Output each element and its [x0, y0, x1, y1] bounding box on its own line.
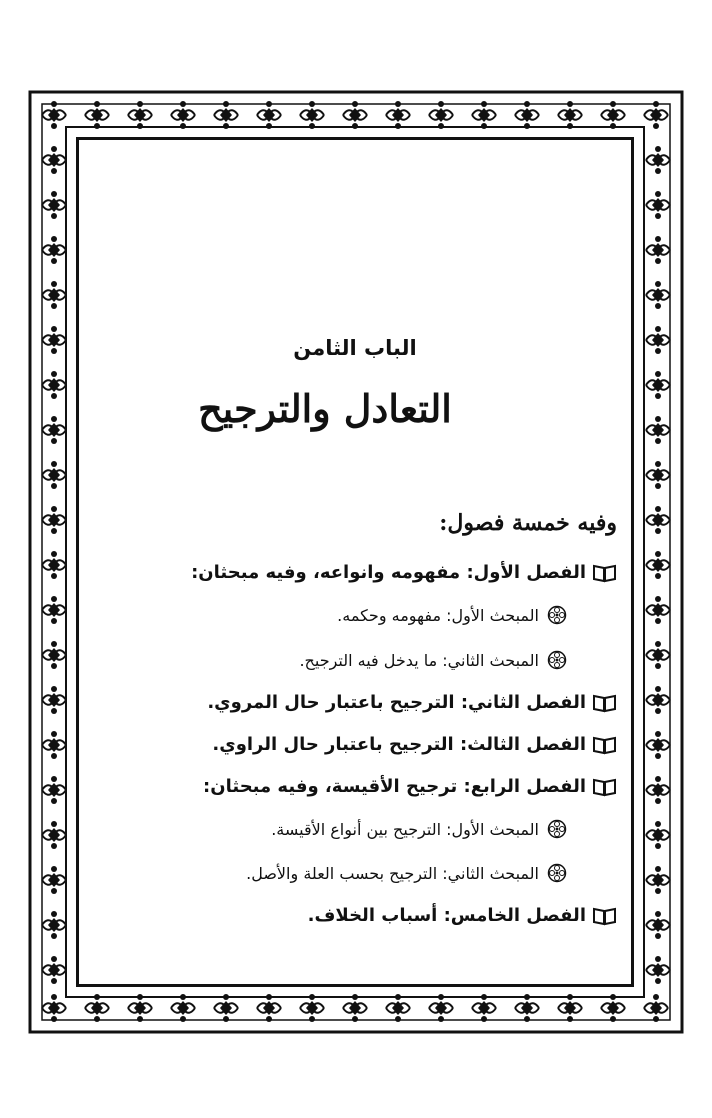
ornament-motif	[515, 101, 539, 129]
ornament-motif	[85, 101, 109, 129]
ornament-motif	[646, 866, 670, 894]
ornament-motif	[429, 994, 453, 1022]
book-icon	[592, 906, 617, 926]
ornament-motif	[42, 911, 66, 939]
chapter-item-1	[89, 562, 617, 583]
chapter-label: الباب الثامن	[293, 336, 417, 360]
ornament-motif	[601, 994, 625, 1022]
book-icon	[592, 735, 617, 755]
ornament-motif	[646, 821, 670, 849]
ornament-motif	[472, 994, 496, 1022]
ornament-motif	[42, 101, 66, 129]
section-item-3	[89, 819, 567, 839]
ornament-motif	[386, 994, 410, 1022]
ornament-motif	[343, 101, 367, 129]
flower-icon	[547, 650, 567, 670]
ornament-motif	[42, 821, 66, 849]
ornament-motif	[42, 371, 66, 399]
ornament-motif	[646, 371, 670, 399]
chapter-item-3	[89, 734, 617, 755]
chapter-item-text: الفصل الأول: مفهومه وانواعه، وفيه مبحثان:	[191, 562, 586, 583]
ornament-motif	[646, 551, 670, 579]
ornament-motif	[128, 101, 152, 129]
ornament-motif	[646, 326, 670, 354]
ornament-motif	[646, 416, 670, 444]
ornament-motif	[42, 416, 66, 444]
ornament-motif	[646, 461, 670, 489]
chapter-item-5	[89, 905, 617, 926]
ornament-motif	[171, 101, 195, 129]
ornament-motif	[42, 461, 66, 489]
ornament-motif	[171, 994, 195, 1022]
ornament-motif	[300, 994, 324, 1022]
ornament-motif	[644, 101, 668, 129]
ornament-motif	[646, 911, 670, 939]
chapter-item-4	[89, 776, 617, 797]
ornament-motif	[42, 326, 66, 354]
ornament-motif	[646, 236, 670, 264]
ornament-motif	[42, 994, 66, 1022]
ornament-motif	[42, 551, 66, 579]
ornament-motif	[42, 281, 66, 309]
ornament-motif	[646, 191, 670, 219]
book-icon	[592, 563, 617, 583]
ornament-motif	[386, 101, 410, 129]
ornament-motif	[85, 994, 109, 1022]
ornament-motif	[42, 866, 66, 894]
ornament-motif	[343, 994, 367, 1022]
ornament-motif	[558, 994, 582, 1022]
ornament-motif	[257, 994, 281, 1022]
ornament-motif	[42, 506, 66, 534]
ornament-motif	[646, 506, 670, 534]
ornament-motif	[42, 236, 66, 264]
book-icon	[592, 777, 617, 797]
ornament-motif	[558, 101, 582, 129]
section-item-text: المبحث الثاني: ما يدخل فيه الترجيح.	[299, 650, 539, 670]
ornament-motif	[214, 994, 238, 1022]
section-item-1	[89, 605, 567, 625]
section-item-4	[89, 863, 567, 883]
ornament-motif	[429, 101, 453, 129]
ornament-motif	[214, 101, 238, 129]
contents-panel	[79, 140, 631, 984]
ornament-motif	[646, 956, 670, 984]
chapter-item-text: الفصل الثالث: الترجيح باعتبار حال الراوي.	[212, 734, 586, 755]
ornament-motif	[300, 101, 324, 129]
ornament-motif	[128, 994, 152, 1022]
ornament-motif	[644, 994, 668, 1022]
ornament-motif	[646, 686, 670, 714]
ornament-motif	[646, 641, 670, 669]
section-item-text: المبحث الأول: مفهومه وحكمه.	[337, 605, 539, 625]
chapter-item-text: الفصل الرابع: ترجيح الأقيسة، وفيه مبحثان:	[203, 776, 586, 797]
ornament-motif	[646, 281, 670, 309]
intro-line: وفيه خمسة فصول:	[439, 510, 617, 536]
ornament-motif	[646, 731, 670, 759]
flower-icon	[547, 605, 567, 625]
ornament-motif	[42, 641, 66, 669]
ornament-motif	[646, 596, 670, 624]
ornament-motif	[42, 731, 66, 759]
flower-icon	[547, 819, 567, 839]
ornament-motif	[42, 596, 66, 624]
page-title: التعادل والترجيح	[198, 386, 452, 431]
section-item-2	[89, 650, 567, 670]
inner-frame	[76, 137, 634, 987]
chapter-item-2	[89, 692, 617, 713]
chapter-item-text: الفصل الثاني: الترجيح باعتبار حال المروي.	[207, 692, 586, 713]
ornament-motif	[42, 956, 66, 984]
flower-icon	[547, 863, 567, 883]
ornament-motif	[472, 101, 496, 129]
ornament-motif	[646, 146, 670, 174]
ornament-motif	[42, 776, 66, 804]
chapter-item-text: الفصل الخامس: أسباب الخلاف.	[307, 905, 586, 926]
ornament-motif	[42, 146, 66, 174]
ornament-motif	[646, 776, 670, 804]
ornament-motif	[42, 686, 66, 714]
ornament-motif	[601, 101, 625, 129]
section-item-text: المبحث الثاني: الترجيح بحسب العلة والأصل.	[246, 863, 539, 883]
ornament-motif	[515, 994, 539, 1022]
ornament-motif	[257, 101, 281, 129]
ornament-motif	[42, 191, 66, 219]
section-item-text: المبحث الأول: الترجيح بين أنواع الأقيسة.	[271, 819, 539, 839]
book-icon	[592, 693, 617, 713]
